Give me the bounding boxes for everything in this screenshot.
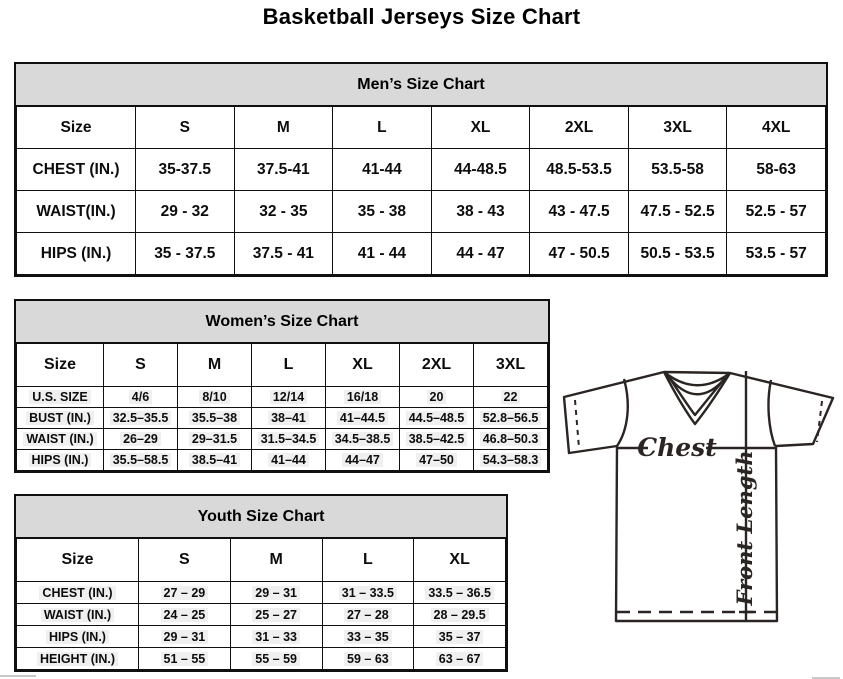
- mens-col-header-l: L: [333, 107, 432, 149]
- youth-size-cell: 33 – 35: [322, 626, 414, 648]
- womens-size-cell: 41–44: [252, 450, 326, 471]
- mens-size-cell: 47 - 50.5: [530, 233, 629, 275]
- womens-size-cell: 44.5–48.5: [400, 408, 474, 429]
- womens-col-header-m: M: [178, 344, 252, 387]
- mens-size-cell: 41 - 44: [333, 233, 432, 275]
- mens-size-cell: 52.5 - 57: [727, 191, 826, 233]
- womens-size-cell: 31.5–34.5: [252, 429, 326, 450]
- youth-size-cell: 31 – 33: [230, 626, 322, 648]
- jersey-measurement-diagram: [555, 360, 843, 630]
- scrollbar-artifact-left: [0, 675, 36, 677]
- youth-row-label: CHEST (IN.): [17, 582, 139, 604]
- youth-col-header-s: S: [139, 539, 231, 582]
- womens-size-cell: 44–47: [326, 450, 400, 471]
- youth-size-cell: 31 – 33.5: [322, 582, 414, 604]
- womens-size-cell: 20: [400, 387, 474, 408]
- womens-size-cell: 47–50: [400, 450, 474, 471]
- womens-row-label: BUST (IN.): [17, 408, 104, 429]
- mens-size-cell: 35 - 38: [333, 191, 432, 233]
- youth-row-label: HIPS (IN.): [17, 626, 139, 648]
- mens-size-cell: 48.5-53.5: [530, 149, 629, 191]
- youth-size-cell: 28 – 29.5: [414, 604, 506, 626]
- mens-size-cell: 53.5-58: [628, 149, 727, 191]
- mens-size-cell: 29 - 32: [136, 191, 235, 233]
- youth-size-cell: 59 – 63: [322, 648, 414, 670]
- womens-size-cell: 16/18: [326, 387, 400, 408]
- youth-col-header-l: L: [322, 539, 414, 582]
- youth-size-cell: 35 – 37: [414, 626, 506, 648]
- mens-corner-header: Size: [17, 107, 136, 149]
- womens-size-cell: 35.5–38: [178, 408, 252, 429]
- mens-size-cell: 43 - 47.5: [530, 191, 629, 233]
- front-length-label: Front Length: [732, 450, 757, 606]
- womens-col-header-2xl: 2XL: [400, 344, 474, 387]
- womens-size-cell: 22: [474, 387, 548, 408]
- womens-chart-title: Women’s Size Chart: [16, 301, 548, 343]
- womens-size-cell: 29–31.5: [178, 429, 252, 450]
- womens-size-cell: 35.5–58.5: [104, 450, 178, 471]
- right-armhole-seam: [768, 380, 775, 446]
- page-title: Basketball Jerseys Size Chart: [262, 4, 581, 29]
- youth-size-cell: 27 – 29: [139, 582, 231, 604]
- womens-size-cell: 54.3–58.3: [474, 450, 548, 471]
- youth-size-cell: 25 – 27: [230, 604, 322, 626]
- womens-col-header-3xl: 3XL: [474, 344, 548, 387]
- womens-size-cell: 38.5–41: [178, 450, 252, 471]
- youth-size-cell: 55 – 59: [230, 648, 322, 670]
- mens-row-label: WAIST(IN.): [17, 191, 136, 233]
- womens-size-cell: 4/6: [104, 387, 178, 408]
- youth-size-chart-section: [14, 494, 508, 672]
- mens-size-cell: 50.5 - 53.5: [628, 233, 727, 275]
- womens-size-cell: 52.8–56.5: [474, 408, 548, 429]
- womens-size-cell: 8/10: [178, 387, 252, 408]
- womens-col-header-l: L: [252, 344, 326, 387]
- youth-chart-title: Youth Size Chart: [16, 496, 506, 538]
- womens-size-cell: 32.5–35.5: [104, 408, 178, 429]
- mens-size-cell: 35 - 37.5: [136, 233, 235, 275]
- mens-size-cell: 58-63: [727, 149, 826, 191]
- mens-col-header-xl: XL: [431, 107, 530, 149]
- womens-row-label: HIPS (IN.): [17, 450, 104, 471]
- mens-size-cell: 37.5 - 41: [234, 233, 333, 275]
- mens-size-chart-section: [14, 62, 828, 277]
- womens-col-header-s: S: [104, 344, 178, 387]
- womens-size-chart-section: [14, 299, 550, 473]
- mens-chart-title: Men’s Size Chart: [16, 64, 826, 106]
- womens-size-cell: 26–29: [104, 429, 178, 450]
- mens-size-cell: 32 - 35: [234, 191, 333, 233]
- youth-size-table: [16, 538, 506, 670]
- chest-label: Chest: [637, 433, 717, 462]
- mens-size-cell: 35-37.5: [136, 149, 235, 191]
- youth-corner-header: Size: [17, 539, 139, 582]
- youth-size-cell: 33.5 – 36.5: [414, 582, 506, 604]
- youth-size-cell: 24 – 25: [139, 604, 231, 626]
- mens-row-label: CHEST (IN.): [17, 149, 136, 191]
- mens-size-cell: 37.5-41: [234, 149, 333, 191]
- youth-row-label: HEIGHT (IN.): [17, 648, 139, 670]
- mens-size-cell: 41-44: [333, 149, 432, 191]
- womens-size-cell: 34.5–38.5: [326, 429, 400, 450]
- womens-size-cell: 12/14: [252, 387, 326, 408]
- womens-row-label: U.S. SIZE: [17, 387, 104, 408]
- mens-size-cell: 44 - 47: [431, 233, 530, 275]
- womens-col-header-xl: XL: [326, 344, 400, 387]
- mens-size-cell: 47.5 - 52.5: [628, 191, 727, 233]
- mens-col-header-s: S: [136, 107, 235, 149]
- mens-size-table: [16, 106, 826, 275]
- mens-col-header-m: M: [234, 107, 333, 149]
- youth-col-header-xl: XL: [414, 539, 506, 582]
- mens-size-cell: 44-48.5: [431, 149, 530, 191]
- womens-size-cell: 46.8–50.3: [474, 429, 548, 450]
- left-armhole-seam: [617, 379, 628, 446]
- womens-corner-header: Size: [17, 344, 104, 387]
- youth-col-header-m: M: [230, 539, 322, 582]
- left-sleeve-dashed-line: [575, 400, 579, 448]
- youth-row-label: WAIST (IN.): [17, 604, 139, 626]
- womens-size-table: [16, 343, 548, 471]
- womens-row-label: WAIST (IN.): [17, 429, 104, 450]
- mens-size-cell: 53.5 - 57: [727, 233, 826, 275]
- youth-size-cell: 29 – 31: [230, 582, 322, 604]
- mens-size-cell: 38 - 43: [431, 191, 530, 233]
- youth-size-cell: 27 – 28: [322, 604, 414, 626]
- youth-size-cell: 63 – 67: [414, 648, 506, 670]
- mens-col-header-2xl: 2XL: [530, 107, 629, 149]
- mens-col-header-3xl: 3XL: [628, 107, 727, 149]
- youth-size-cell: 29 – 31: [139, 626, 231, 648]
- womens-size-cell: 41–44.5: [326, 408, 400, 429]
- youth-size-cell: 51 – 55: [139, 648, 231, 670]
- womens-size-cell: 38–41: [252, 408, 326, 429]
- womens-size-cell: 38.5–42.5: [400, 429, 474, 450]
- mens-row-label: HIPS (IN.): [17, 233, 136, 275]
- mens-col-header-4xl: 4XL: [727, 107, 826, 149]
